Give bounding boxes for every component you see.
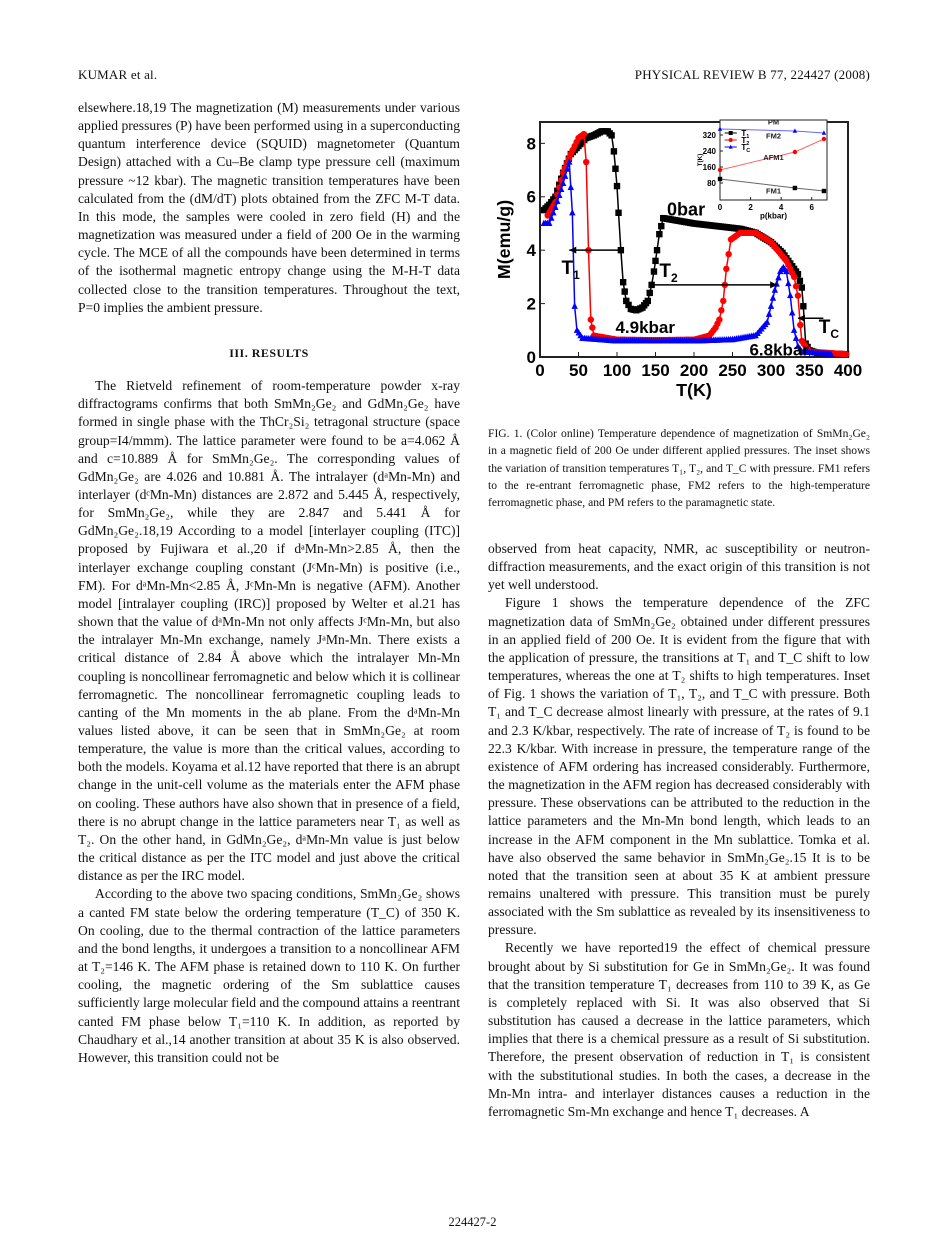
- data-point: [795, 292, 801, 298]
- data-point: [793, 283, 799, 289]
- data-point: [718, 307, 724, 313]
- y-axis-label: M(emu/g): [494, 199, 514, 280]
- y-tick-label: 0: [526, 347, 536, 367]
- x-tick-label: 0: [535, 361, 545, 380]
- data-point: [799, 284, 805, 290]
- data-point: [656, 231, 662, 237]
- subscript: C: [830, 326, 840, 341]
- data-point: [615, 210, 621, 216]
- paragraph: Recently we have reported19 the effect of chemical pressure brought about by Si substitution for Ge in SmMn₂Ge₂. It was found that the transition temperature T₁ decreases from 110 to 39 K, as Ge is completely replaced with Si. It was also observed that Si substitution has caused a decrease in the lattice parameters, which implies that there is a chemical pressure as a result of Si substitution. Therefore, the present observation of reduction in T₁ is consistent with the substitutional studies. In both the cases, a decrease in the Mn-Mn intra- and interlayer distances causes a reduction in the ferromagnetic Sm-Mn exchange and hence T₁ decreases. A: [488, 940, 870, 1119]
- y-tick-label: 4: [526, 241, 536, 261]
- data-point: [612, 166, 618, 172]
- right-column: [488, 540, 870, 1121]
- subscript: 1: [746, 134, 750, 140]
- x-tick-label: 300: [756, 361, 786, 380]
- x-tick-label: 100: [602, 361, 632, 380]
- data-point: [797, 322, 803, 328]
- x-tick-label: 150: [641, 361, 670, 380]
- y-tick-label: 80: [707, 178, 716, 188]
- x-axis-label: T(K): [676, 380, 712, 401]
- y-tick-label: 160: [702, 162, 716, 172]
- running-header-authors: KUMAR et al.: [78, 67, 158, 82]
- data-point: [716, 316, 722, 322]
- paragraph: The Rietveld refinement of room-temperature powder x-ray diffractograms confirms that both SmMn₂Ge₂ and GdMn₂Ge₂ have formed in single phase with the ThCr₂Si₂ tetragonal structure (space group=I4/mmm). The lattice parameter were found to be a=4.062 Å and c=10.889 Å for SmMn₂Ge₂. The corresponding values of GdMn₂Ge₂ are 4.026 and 10.881 Å. The intralayer (dᵃMn-Mn) and interlayer (dᶜMn-Mn) distances are 2.872 and 5.445 Å, respectively, for SmMn₂Ge₂, while they are 2.847 and 5.441 Å for GdMn₂Ge₂.18,19 According to a model [interlayer coupling (ITC)] proposed by Fujiwara et al.,20 if dᵃMn-Mn>2.85 Å, then the interlayer exchange coupling constant (JᶜMn-Mn) is positive (i.e., FM). For dᵃMn-Mn<2.85 Å, JᶜMn-Mn is negative (AFM). Another model [intralayer coupling (IRC)] proposed by Welter et al.21 has shown that the value of dᵃMn-Mn not only affects JᶜMn-Mn, but also the intralayer Mn-Mn exchange, namely JᵃMn-Mn. There exists a critical distance of 2.84 Å above which the intralayer Mn-Mn coupling is noncollinear ferromagnetic and below which it is collinear ferromagnetic. The noncollinear ferromagnetic coupling leads to canting of the Mn moments in the ab plane. From the dᵃMn-Mn values listed above, it can be seen that in SmMn₂Ge₂ at room temperature, the value is more than the critical values, according to both the models. Koyama et al.12 have reported that there is an abrupt change in the unit-cell volume as the materials enter the AFM phase on cooling. These authors have also shown that in presence of a field, there is no abrupt change in the lattice parameters near T₁ as well as T₂. On the other hand, in GdMn₂Ge₂, dᵃMn-Mn value is just below the critical distance as per the ITC model and just above the critical distance as per the IRC model.: [78, 378, 461, 884]
- x-axis-label: p(kbar): [759, 211, 788, 221]
- paragraph: According to the above two spacing conditions, SmMn₂Ge₂ shows a canted FM state below the ordering temperature (T_C) of 350 K. On cooling, due to the thermal contraction of the lattice parameters and the bond lengths, it undergoes a transition to a noncollinear AFM at T₂=146 K. The AFM phase is retained down to 110 K. On further cooling, the magnetic ordering of the Sm sublattice causes sufficiently large molecular field and the compound attains a reentrant canted FM phase below T₁=110 K. In addition, as reported by Chaudhary et al.,14 another transition at about 35 K is also observed. However, this transition could not be: [78, 886, 460, 1065]
- x-tick-label: 0: [717, 203, 723, 212]
- data-point: [645, 298, 651, 304]
- data-point: [793, 186, 797, 190]
- transition-label: $T_1$: [561, 258, 580, 283]
- y-axis-label: T(K): [697, 153, 704, 167]
- data-point: [797, 278, 803, 284]
- curve-label: 4.9kbar: [615, 317, 676, 337]
- data-point: [718, 177, 722, 181]
- x-tick-label: 6: [809, 203, 814, 212]
- data-point: [622, 288, 628, 294]
- curve-label: 0bar: [667, 199, 706, 220]
- legend-label: $T_1$: [741, 129, 750, 140]
- x-tick-label: 50: [569, 361, 588, 380]
- y-tick-label: 320: [702, 130, 716, 140]
- data-point: [822, 189, 826, 193]
- phase-label: PM: [767, 117, 780, 127]
- legend-marker: [729, 131, 733, 135]
- data-point: [658, 223, 664, 229]
- y-tick-label: 6: [526, 187, 536, 207]
- x-tick-label: 250: [718, 361, 747, 380]
- data-point: [718, 168, 722, 172]
- data-point: [822, 137, 826, 141]
- subscript: 1: [573, 268, 580, 283]
- data-point: [589, 324, 595, 330]
- page-number: 224427-2: [448, 1215, 497, 1229]
- data-point: [608, 132, 614, 138]
- subscript: C: [746, 148, 751, 154]
- paragraph: observed from heat capacity, NMR, ac susceptibility or neutron-diffraction measurements, and the exact origin of this transition is not yet well understood.: [488, 541, 870, 593]
- subscript: 2: [670, 270, 678, 285]
- paragraph: elsewhere.18,19 The magnetization (M) measurements under various applied pressures (P) have been performed using in a superconducting quantum interference device (SQUID) magnetometer (Quantum Design) attached with a Cu–Be clamp type pressure cell (maximum pressure ~12 kbar). The magnetic transition temperatures have been calculated from the (dM/dT) plots obtained from the ZFC M-T data. In this mode, the samples were cooled in zero field (H) and the magnetization was measured under a field of 200 Oe in the warming cycle. The MCE of all the compounds have been determined in terms of the isothermal magnetic entropy change using the M-H-T data collected close to the transition temperatures. Throughout the text, P=0 implies the ambient pressure.: [78, 100, 460, 315]
- data-point: [720, 298, 726, 304]
- phase-label: FM2: [766, 131, 781, 141]
- data-point: [648, 282, 654, 288]
- data-point: [723, 266, 729, 272]
- data-point: [611, 148, 617, 154]
- data-point: [793, 150, 797, 154]
- data-point: [581, 131, 587, 137]
- section-heading: III. RESULTS: [229, 345, 309, 360]
- data-point: [791, 274, 797, 280]
- data-point: [800, 303, 806, 309]
- left-column: [78, 99, 460, 1067]
- x-tick-label: 2: [748, 203, 753, 212]
- data-point: [620, 279, 626, 285]
- data-point: [651, 268, 657, 274]
- curve-label: 6.8kbar: [749, 340, 809, 360]
- x-tick-label: 4: [778, 203, 784, 212]
- paragraph: Figure 1 shows the temperature dependence of the ZFC magnetization data of SmMn₂Ge₂ obtained under different pressures in an applied field of 200 Oe. It is evident from the figure that with the application of pressure, the transitions at T₁ and T_C shift to low temperatures, whereas the one at T₂ shifts to high temperatures. Inset of Fig. 1 shows the variation of T₁, T₂, and T_C with pressure. Both T₁ and T_C decrease almost linearly with pressure, at the rates of 9.1 and 2.3 K/kbar, respectively. The rate of increase of T₂ is found to be 22.3 K/kbar. With increase in pressure, the temperature range of the existence of AFM ordering has increased considerably. Furthermore, the magnetization in the AFM region has decreased considerably with pressure. These observations can be attributed to the reduction in the lattice parameters and the Mn-Mn bond length, which leads to an increase in the AFM component in the Mn sublattice. Tomka et al. have also observed the same behavior in SmMn₂Ge₂.15 It is to be noted that the transition seen at about 35 K at ambient pressure remains unaltered with pressure. This transition must be purely associated with the Sm sublattice as revealed by its insensitiveness to pressure.: [488, 595, 870, 938]
- running-header-journal: PHYSICAL REVIEW B 77, 224427 (2008): [634, 67, 870, 82]
- figure-caption: FIG. 1. (Color online) Temperature dependence of magnetization of SmMn₂Ge₂ in a magnetic field of 200 Oe under different applied pressures. The inset shows the variation of transition temperatures T₁, T₂, and T_C with pressure. FM1 refers to the re-entrant ferromagnetic phase, FM2 refers to the high-temperature ferromagnetic phase, and PM refers to the paramagnetic state.: [488, 427, 870, 510]
- data-point: [843, 351, 849, 357]
- data-point: [588, 316, 594, 322]
- data-point: [652, 258, 658, 264]
- y-tick-label: 240: [702, 146, 716, 156]
- data-point: [725, 251, 731, 257]
- phase-label: AFM1: [763, 153, 784, 162]
- subscript: 2: [746, 141, 750, 147]
- legend-label: $T_C$: [741, 143, 751, 154]
- data-point: [614, 183, 620, 189]
- phase-label: FM1: [766, 186, 781, 196]
- transition-label: $T_2$: [659, 260, 678, 285]
- data-point: [583, 159, 589, 165]
- y-tick-label: 8: [526, 134, 536, 154]
- x-tick-label: 200: [679, 361, 709, 380]
- x-tick-label: 350: [795, 361, 824, 380]
- figure-1-chart: [490, 100, 870, 410]
- data-point: [647, 290, 653, 296]
- data-point: [654, 247, 660, 253]
- x-tick-label: 400: [833, 361, 863, 380]
- legend-label: $T_2$: [741, 136, 750, 147]
- transition-label: $T_C$: [818, 316, 840, 341]
- y-tick-label: 2: [526, 294, 536, 314]
- legend-marker: [729, 138, 733, 142]
